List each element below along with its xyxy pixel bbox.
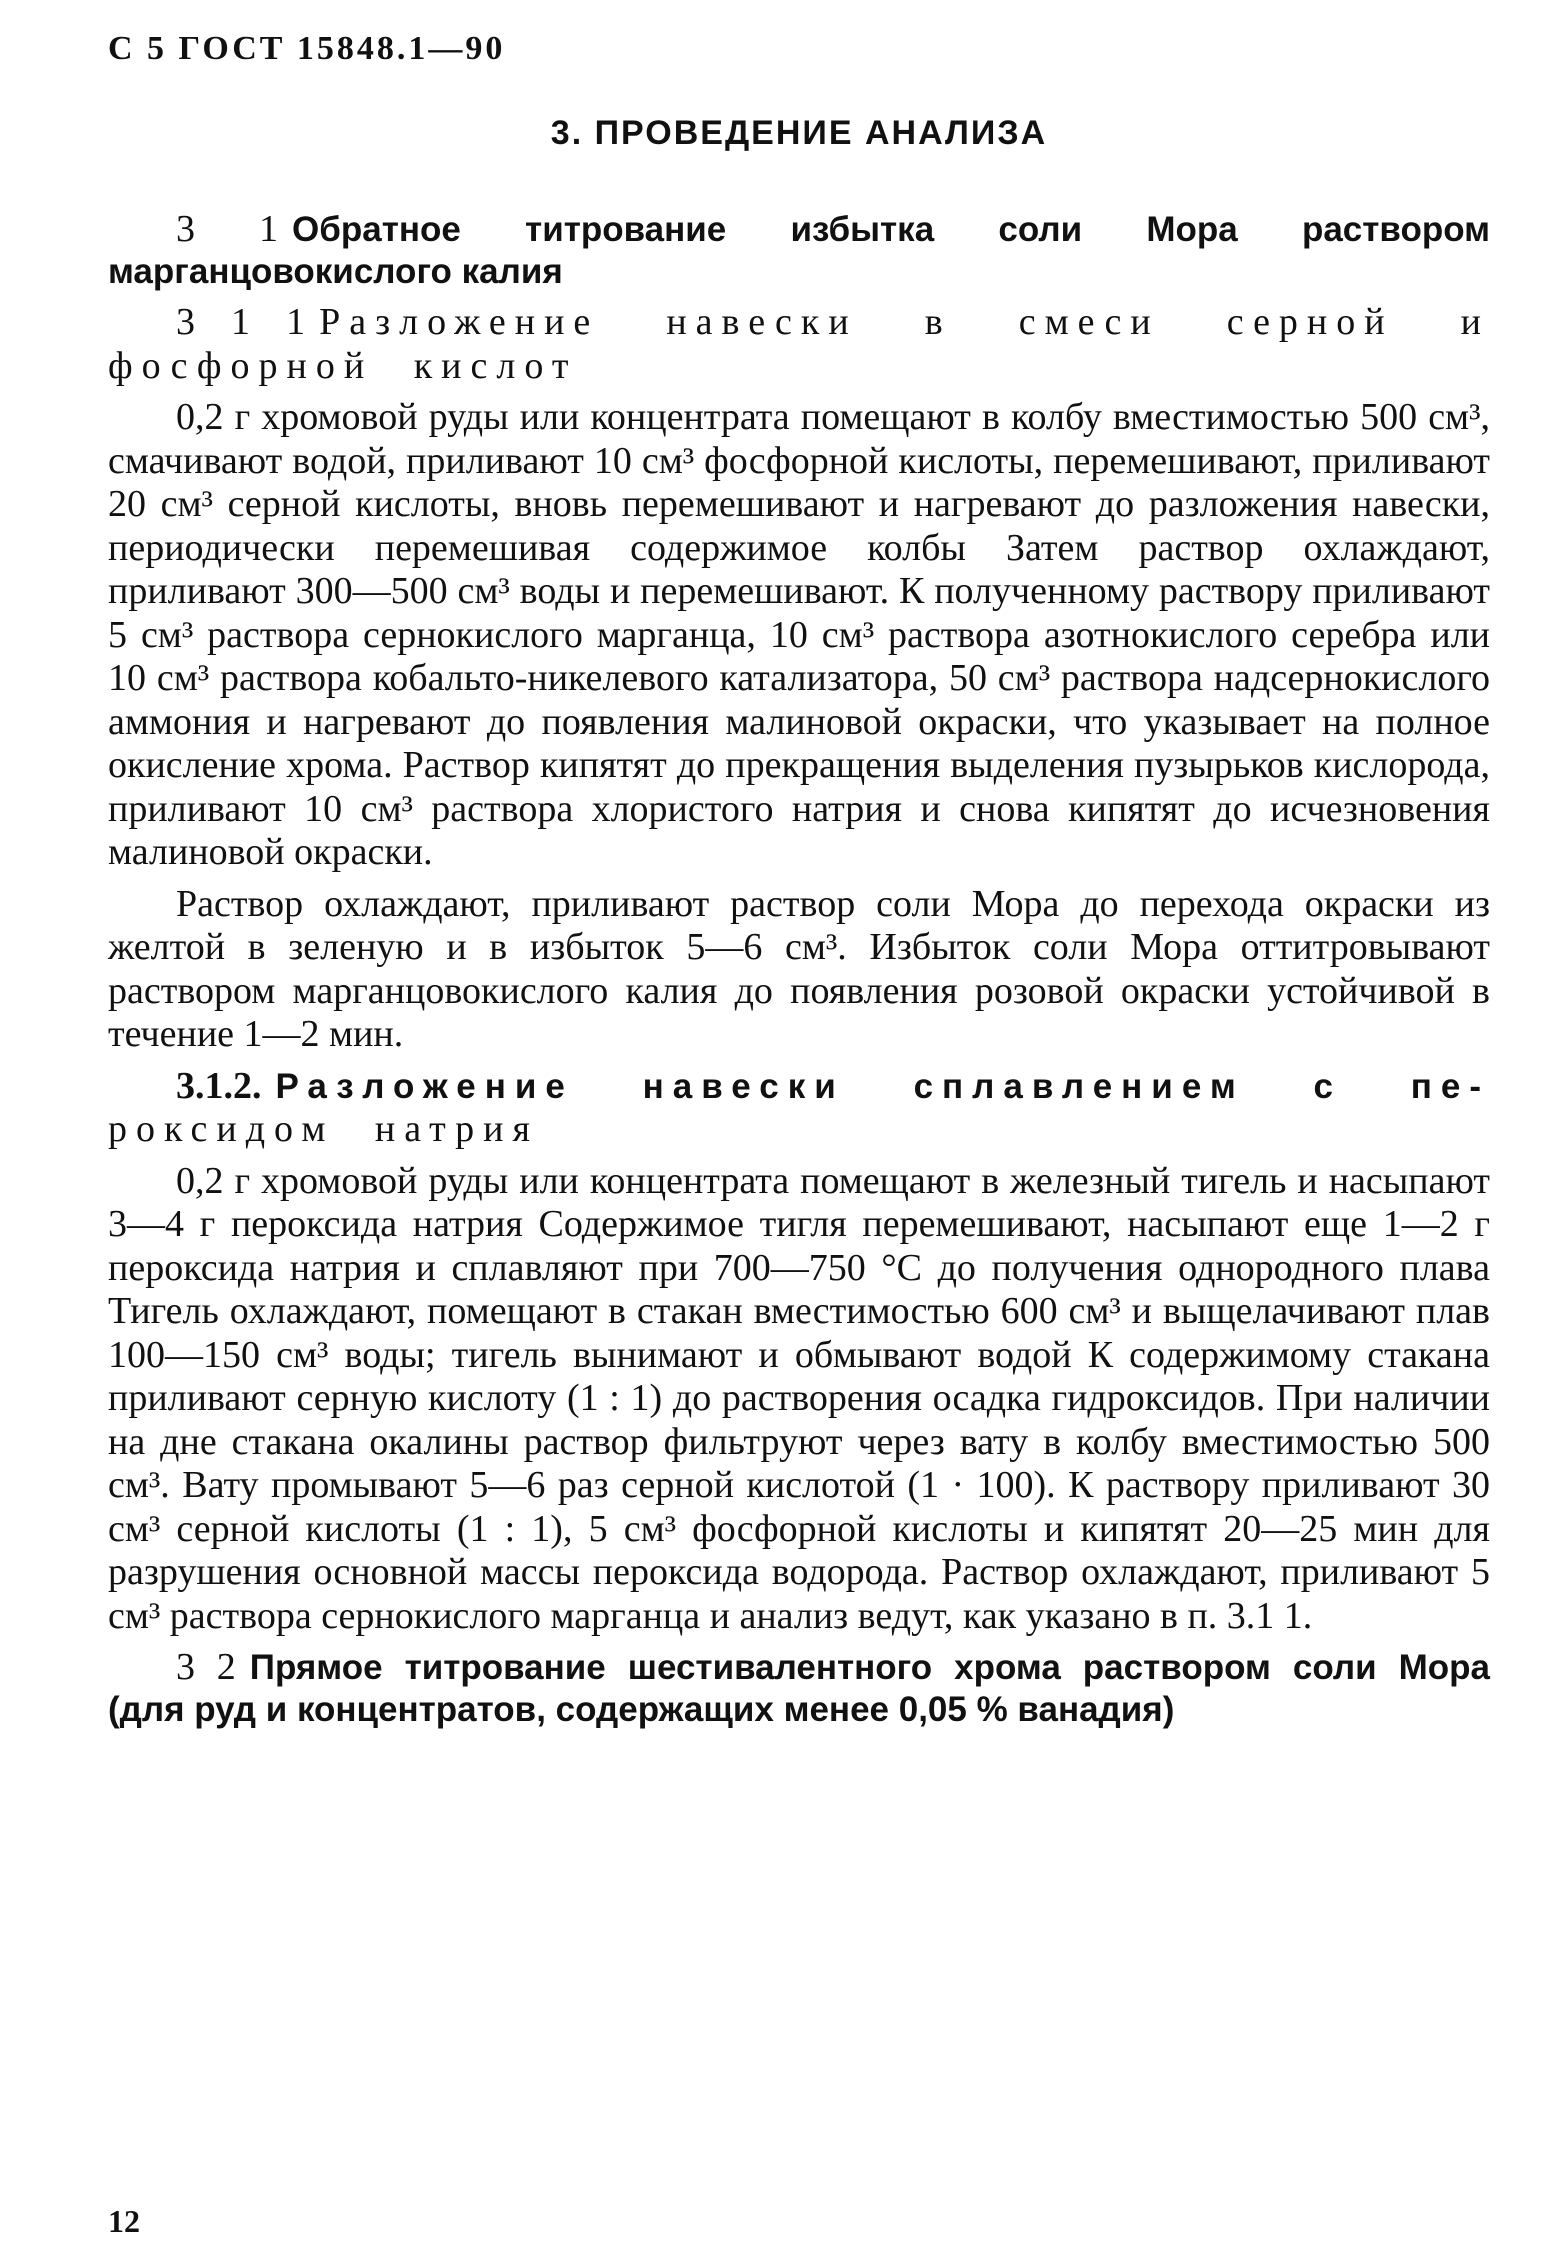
- subsection-3-1-1-heading: [108, 301, 1490, 388]
- subsection-3-1-2-title-rest: роксидом натрия: [108, 1108, 539, 1150]
- subsection-3-1-2-number: 3.1.2.: [176, 1064, 262, 1107]
- paragraph-3-1-2-procedure: 0,2 г хромовой руды или концентрата помещают в железный тигель и насыпают 3—4 г пероксида натрия Содержимое тигля перемешивают, насыпают еще 1—2 г пероксида натрия и сплавляют при 700—750 °С до получения однородного плава Тигель охлаждают, помещают в стакан вместимостью 600 см³ и выщелачивают плав 100—150 см³ воды; тигель вынимают и обмывают водой К содержимому стакана приливают серную кислоту (1 : 1) до растворения осадка гидроксидов. При наличии на дне стакана окалины раствор фильтруют через вату в колбу вместимостью 500 см³. Вату промывают 5—6 раз серной кислотой (1 · 100). К раствору приливают 30 см³ серной кислоты (1 : 1), 5 см³ фосфорной кислоты и кипятят 20—25 мин для разрушения основной массы пероксида водорода. Раствор охлаждают, приливают 5 см³ раствора сернокислого марганца и анализ ведут, как указано в п. 3.1 1.: [108, 1159, 1490, 1637]
- subsection-3-2-title: Прямое титрование шестивалентного хрома раствором соли Мора (для руд и концентратов, содержащих менее 0,05 % ванадия): [108, 1648, 1490, 1729]
- subsection-3-1-2-heading: [108, 1065, 1490, 1152]
- section-title: 3. ПРОВЕДЕНИЕ АНАЛИЗА: [550, 114, 1048, 152]
- paragraph-3-1-1-procedure: 0,2 г хромовой руды или концентрата помещают в колбу вместимостью 500 см³, смачивают водой, приливают 10 см³ фосфорной кислоты, перемешивают, приливают 20 см³ серной кислоты, вновь перемешивают и нагревают до разложения навески, периодически перемешивая содержимое колбы Затем раствор охлаждают, приливают 300—500 см³ воды и перемешивают. К полученному раствору приливают 5 см³ раствора сернокислого марганца, 10 см³ раствора азотнокислого серебра или 10 см³ раствора кобальто-никелевого катализатора, 50 см³ раствора надсернокислого аммония и нагревают до появления малиновой окраски, что указывает на полное окисление хрома. Раствор кипятят до прекращения выделения пузырьков кислорода, приливают 10 см³ раствора хлористого натрия и снова кипятят до исчезновения малиновой окраски.: [108, 396, 1490, 873]
- subsection-3-2-heading: [108, 1646, 1490, 1731]
- running-header: С 5 ГОСТ 15848.1—90: [108, 30, 506, 67]
- subsection-3-1-number: 3 1: [176, 208, 279, 250]
- subsection-3-1-title: Обратное титрование избытка соли Мора раствором марганцовокислого калия: [108, 210, 1491, 291]
- subsection-3-1-heading: [108, 208, 1490, 293]
- body-text: [108, 208, 1490, 1739]
- subsection-3-1-1-title: Разложение навески в смеси серной и фосфорной кислот: [108, 301, 1490, 387]
- document-page: [108, 30, 1491, 2239]
- page-number: 12: [108, 2203, 140, 2239]
- subsection-3-2-number: 3 2: [176, 1646, 236, 1688]
- paragraph-3-1-1-titration: Раствор охлаждают, приливают раствор соли Мора до перехода окраски из желтой в зеленую и в избыток 5—6 см³. Избыток соли Мора оттитровывают раствором марганцовокислого калия до появления розовой окраски устойчивой в течение 1—2 мин.: [108, 882, 1490, 1055]
- subsection-3-1-1-number: 3 1 1: [176, 301, 306, 343]
- subsection-3-1-2-title-bold: Разложение навески сплавлением с пе-: [275, 1066, 1490, 1106]
